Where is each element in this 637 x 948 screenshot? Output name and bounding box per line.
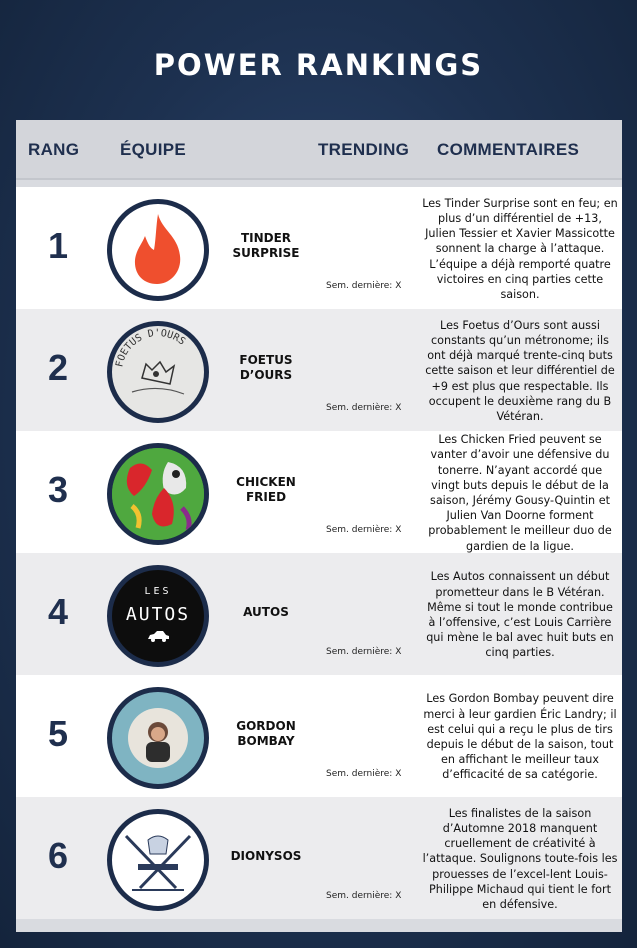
column-header-comments: COMMENTAIRES [437,140,580,159]
chicken-fried-logo [107,443,209,545]
comment-text: Les Chicken Fried peuvent se vanter d’avoir une défensive du tonerre. N’ayant accordé que vingt buts depuis le début de la saison, Jérémy Gousy-Quintin et Julien Van Doorne forment probablement le meilleur duo de gardien de la ligue. [428,433,612,553]
team-name-line1: FOETUS [239,353,293,367]
team-name [221,719,311,749]
column-header-rank: RANG [28,140,80,159]
table-row [16,553,622,675]
team-name-line1: TINDER [240,231,292,245]
team-name-line1: AUTOS [243,605,289,619]
team-name-line2: D’OURS [239,368,293,382]
table-row [16,187,622,309]
comment-text: Les Tinder Surprise sont en feu; en plus d’un différentiel de +13, Julien Tessier et Xavier Massicotte sonnent la charge à l’attaque. L’équipe a déjà remporté quatre victoires en cinq parties cette saison. [422,196,618,301]
page-title: POWER RANKINGS [153,48,484,82]
comment-text: Les finalistes de la saison d’Automne 2018 manquent cruellement de créativité à l’attaque. Soulignons toute-fois les prouesses de l’excel-lent Louis-Philippe Michaud qui tient le fort en défensive. [422,806,618,911]
team-name [221,353,311,383]
trend-label: Sem. dernière: X [326,647,402,657]
comment-text: Les Autos connaissent un début prometteur dans le B Vétéran. Même si tout le monde contribue à l’offensive, c’est Louis Carrière qui mène le bal avec huit buts en cinq parties. [426,570,614,660]
comment-text: Les Gordon Bombay peuvent dire merci à leur gardien Éric Landry; il est celui qui a reçu le plus de tirs depuis le début de la saison, tout en affichant le meilleur taux d’efficacité de sa catégorie. [423,692,617,782]
rank-number: 1 [47,225,69,266]
table-row [16,675,622,797]
rankings-table [16,120,622,932]
team-name-line1: GORDON [236,719,296,733]
rank-number: 5 [47,713,69,754]
dionysos-logo [107,809,209,911]
team-name-line1: DIONYSOS [230,849,302,863]
column-header-trending: TRENDING [318,140,410,159]
gordon-bombay-logo [107,687,209,789]
team-name [221,849,311,864]
team-name [221,605,311,620]
trend-label: Sem. dernière: X [326,403,402,413]
trend-label: Sem. dernière: X [326,769,402,779]
team-name [221,231,311,261]
trend-label: Sem. dernière: X [326,281,402,291]
table-row [16,309,622,431]
comment-text: Les Foetus d’Ours sont aussi constants qu’un métronome; ils ont déjà marqué trente-cinq buts cette saison et leur différentiel de +9 est plus que respectable. Ils occupent le deuxième rang du B Vétéran. [425,318,615,423]
table-row [16,797,622,919]
svg-text:FOETUS D'OURS [114,328,187,368]
team-name-line2: SURPRISE [232,246,300,260]
autos-logo [107,565,209,667]
column-header-team: ÉQUIPE [120,140,187,159]
team-name-line1: CHICKEN [236,475,296,489]
rank-number: 2 [47,347,69,388]
team-name [221,475,311,505]
trend-label: Sem. dernière: X [326,891,402,901]
logo-text: FOETUS D'OURS [114,327,188,369]
foetus-dours-logo [107,321,209,423]
table-row [16,431,622,553]
rank-number: 6 [47,835,69,876]
team-name-line2: FRIED [245,490,287,504]
logo-text-autos: AUTOS [125,604,191,625]
rank-number: 4 [47,591,69,632]
table-header [16,120,622,180]
car-icon [146,630,170,642]
rank-number: 3 [47,469,69,510]
team-name-line2: BOMBAY [237,734,295,748]
tinder-surprise-logo [107,199,209,301]
logo-text-les: LES [144,586,172,597]
trend-label: Sem. dernière: X [326,525,402,535]
